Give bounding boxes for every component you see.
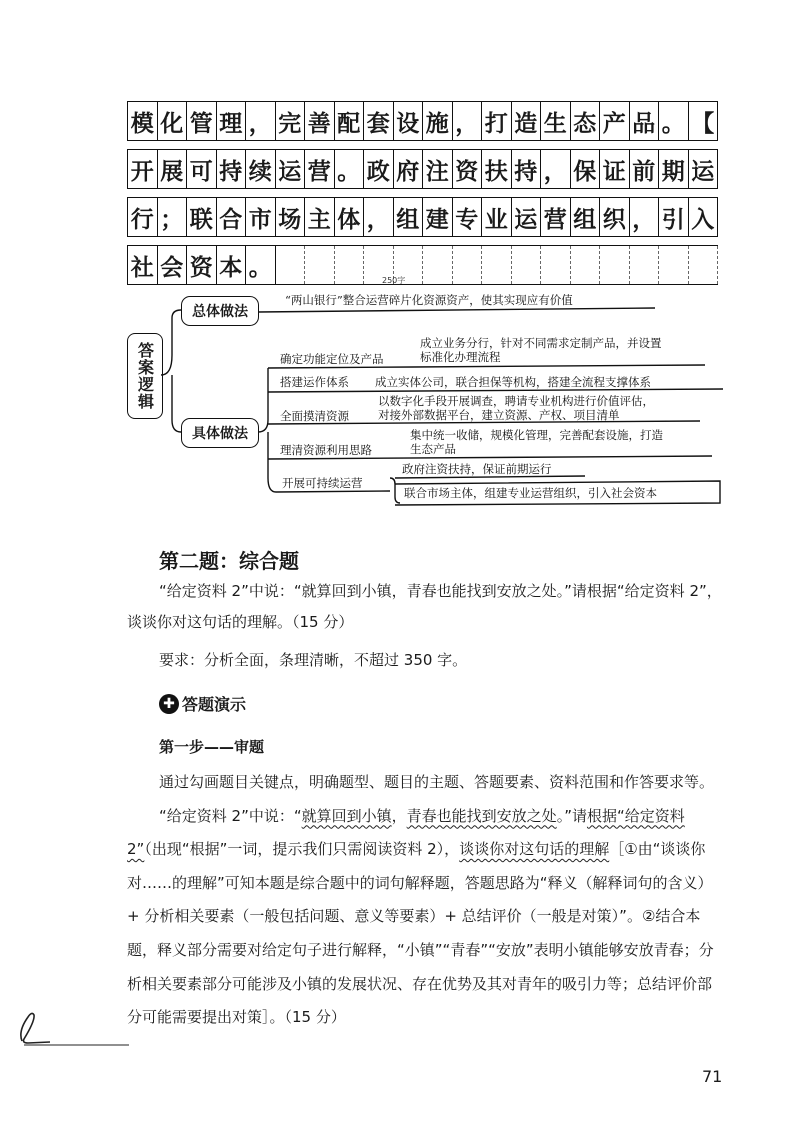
word-count-label: 250字 [382, 276, 406, 285]
grid-cell: 府 [394, 150, 424, 188]
grid-cell: 保 [571, 150, 601, 188]
p2-part-b: ， [391, 806, 407, 825]
item5-label: 开展可持续运营 [282, 476, 363, 490]
grid-cell: 合 [217, 198, 247, 236]
grid-cell: 开 [128, 150, 158, 188]
grid-cell: 生 [541, 102, 571, 140]
step-body [127, 766, 725, 1035]
grid-cell: 设 [394, 102, 424, 140]
demo-title: 答题演示 [182, 695, 247, 714]
p2-part-d: （出现“根据”一词，提示我们只需阅读资料 2）， [144, 840, 460, 859]
grid-cell: 市 [246, 198, 276, 236]
step-paragraph-1: 通过勾画题目关键点，明确题型、题目的主题、答题要素、资料范围和作答要求等。 [159, 773, 715, 791]
demo-heading [159, 692, 246, 715]
grid-cell: 。 [659, 102, 689, 140]
grid-cell: 织 [600, 198, 630, 236]
grid-cell: 续 [246, 150, 276, 188]
grid-cell: ， [246, 102, 276, 140]
grid-cell: 模 [128, 102, 158, 140]
p2-part-e: ［①由“谈谈你对……的理解”可知本题是综合题中的词句解释题，答题思路为“释义（解释词句的含义）+ 分析相关要素（一般包括问题、意义等要素）+ 总结评价（一般是对策）”。②结合本题，释义部分需要对给定句子进行解释，“小镇”“青春”“安放”表明小镇能够安放青春；分析相关要素部分可能涉及小镇的发展状况、存在优势及其对青年的吸引力等；总结评价部分可能需要提出对策］。（15 分） [127, 840, 714, 1027]
grid-cell: 施 [423, 102, 453, 140]
p2-underline-2: 青春也能找到安放之处 [406, 806, 557, 825]
grid-cell: 持 [512, 150, 542, 188]
grid-cell: 。 [246, 246, 276, 284]
item1-detail-2: 标准化办理流程 [420, 350, 501, 364]
item5-detail-2: 联合市场主体，组建专业运营组织，引入社会资本 [404, 486, 657, 500]
grid-cell: 扶 [482, 150, 512, 188]
connector-root-lower [172, 375, 181, 432]
grid-cell: 善 [305, 102, 335, 140]
grid-cell: 联 [187, 198, 217, 236]
item3-label: 全面摸清资源 [280, 409, 349, 423]
p2-underline-3: 根据“给定资料 2” [127, 806, 685, 859]
plus-circle-icon: ✚ [159, 694, 179, 714]
grid-cell: 前 [630, 150, 660, 188]
grid-cell: 运 [512, 198, 542, 236]
grid-cell: 化 [158, 102, 188, 140]
spine-branch2 [258, 368, 268, 432]
grid-cell: 打 [482, 102, 512, 140]
grid-cell: 资 [453, 150, 483, 188]
item2-label: 搭建运作体系 [280, 375, 349, 389]
underline-item5 [276, 491, 390, 492]
grid-cell: 本 [217, 246, 247, 284]
grid-cell: 专 [453, 198, 483, 236]
grid-cell: 套 [364, 102, 394, 140]
grid-cell: 持 [217, 150, 247, 188]
grid-cell: 政 [364, 150, 394, 188]
root-box: 答案逻辑 [127, 333, 163, 419]
item1-detail-1: 成立业务分行，针对不同需求定制产品，并设置 [420, 336, 662, 350]
grid-cell: 运 [689, 150, 719, 188]
grid-cell: 体 [335, 198, 365, 236]
step-paragraph-2 [127, 800, 725, 1035]
grid-cell: 完 [276, 102, 306, 140]
grid-cell: 组 [571, 198, 601, 236]
grid-cell: 营 [541, 198, 571, 236]
mind-map [0, 0, 800, 540]
bracket-item5 [390, 478, 400, 503]
item1-label: 确定功能定位及产品 [280, 352, 384, 366]
grid-cell: 行 [128, 198, 158, 236]
grid-cell: 引 [659, 198, 689, 236]
grid-cell: 配 [335, 102, 365, 140]
item3-detail-1: 以数字化手段开展调查，聘请专业机构进行价值评估， [378, 394, 654, 408]
item3-detail-2: 对接外部数据平台，建立资源、产权、项目清单 [378, 408, 620, 422]
grid-cell: ， [364, 198, 394, 236]
item5-detail-1: 政府注资扶持，保证前期运行 [402, 462, 552, 476]
underline-item2 [268, 389, 723, 392]
grid-cell: ， [541, 150, 571, 188]
p2-part-c: 。”请 [556, 806, 587, 825]
grid-cell: 入 [689, 198, 719, 236]
underline-branch1 [258, 308, 655, 312]
underline-item5-a [395, 476, 585, 478]
section-title: 第二题：综合题 [159, 549, 299, 573]
grid-cell: ， [630, 198, 660, 236]
spine-branch2-lower [268, 432, 276, 492]
grid-cell: ， [453, 102, 483, 140]
grid-cell: 运 [276, 150, 306, 188]
grid-cell: 主 [305, 198, 335, 236]
grid-cell: 展 [158, 150, 188, 188]
branch-overall-text: “两山银行”整合运营碎片化资源资产，使其实现应有价值 [285, 293, 573, 307]
grid-cell: ； [158, 198, 188, 236]
grid-cell: 资 [187, 246, 217, 284]
grid-cell: 可 [187, 150, 217, 188]
requirement-text: 要求：分析全面，条理清晰，不超过 350 字。 [159, 651, 468, 669]
question-text: “给定资料 2”中说：“就算回到小镇，青春也能找到安放之处。”请根据“给定资料 2”，谈谈你对这句话的理解。（15 分） [127, 582, 722, 631]
grid-cell: 社 [128, 246, 158, 284]
grid-cell: 证 [600, 150, 630, 188]
item4-detail-1: 集中统一收储，规模化管理，完善配套设施，打造 [410, 428, 663, 442]
p2-part-a: “给定资料 2”中说：“ [159, 806, 302, 825]
grid-cell: 品 [630, 102, 660, 140]
grid-cell: 造 [512, 102, 542, 140]
grid-cell: 营 [305, 150, 335, 188]
grid-cell: 业 [482, 198, 512, 236]
item4-detail-2: 生态产品 [410, 442, 456, 456]
grid-cell: 期 [659, 150, 689, 188]
branch-overall: 总体做法 [181, 296, 259, 326]
pen-note-icon [14, 1009, 134, 1049]
item2-detail-1: 成立实体公司，联合担保等机构，搭建全流程支撑体系 [375, 375, 651, 389]
p2-underline-4: 谈谈你对这句话的理解 [459, 840, 610, 859]
step-title: 第一步——审题 [159, 738, 265, 756]
grid-cell: 建 [423, 198, 453, 236]
page-number: 71 [702, 1067, 723, 1086]
grid-cell: 产 [600, 102, 630, 140]
mind-map-lines [0, 0, 800, 540]
grid-cell: 组 [394, 198, 424, 236]
grid-cell: 会 [158, 246, 188, 284]
branch-specific: 具体做法 [181, 418, 259, 448]
grid-cell: 理 [217, 102, 247, 140]
grid-cell: 。 [335, 150, 365, 188]
grid-cell: 态 [571, 102, 601, 140]
grid-cell: 场 [276, 198, 306, 236]
item4-label: 理清资源利用思路 [280, 443, 372, 457]
grid-cell: 注 [423, 150, 453, 188]
p2-underline-1: 就算回到小镇 [301, 806, 392, 825]
grid-cell: 管 [187, 102, 217, 140]
grid-cell: 【 [689, 102, 719, 140]
connector-root [161, 310, 181, 375]
